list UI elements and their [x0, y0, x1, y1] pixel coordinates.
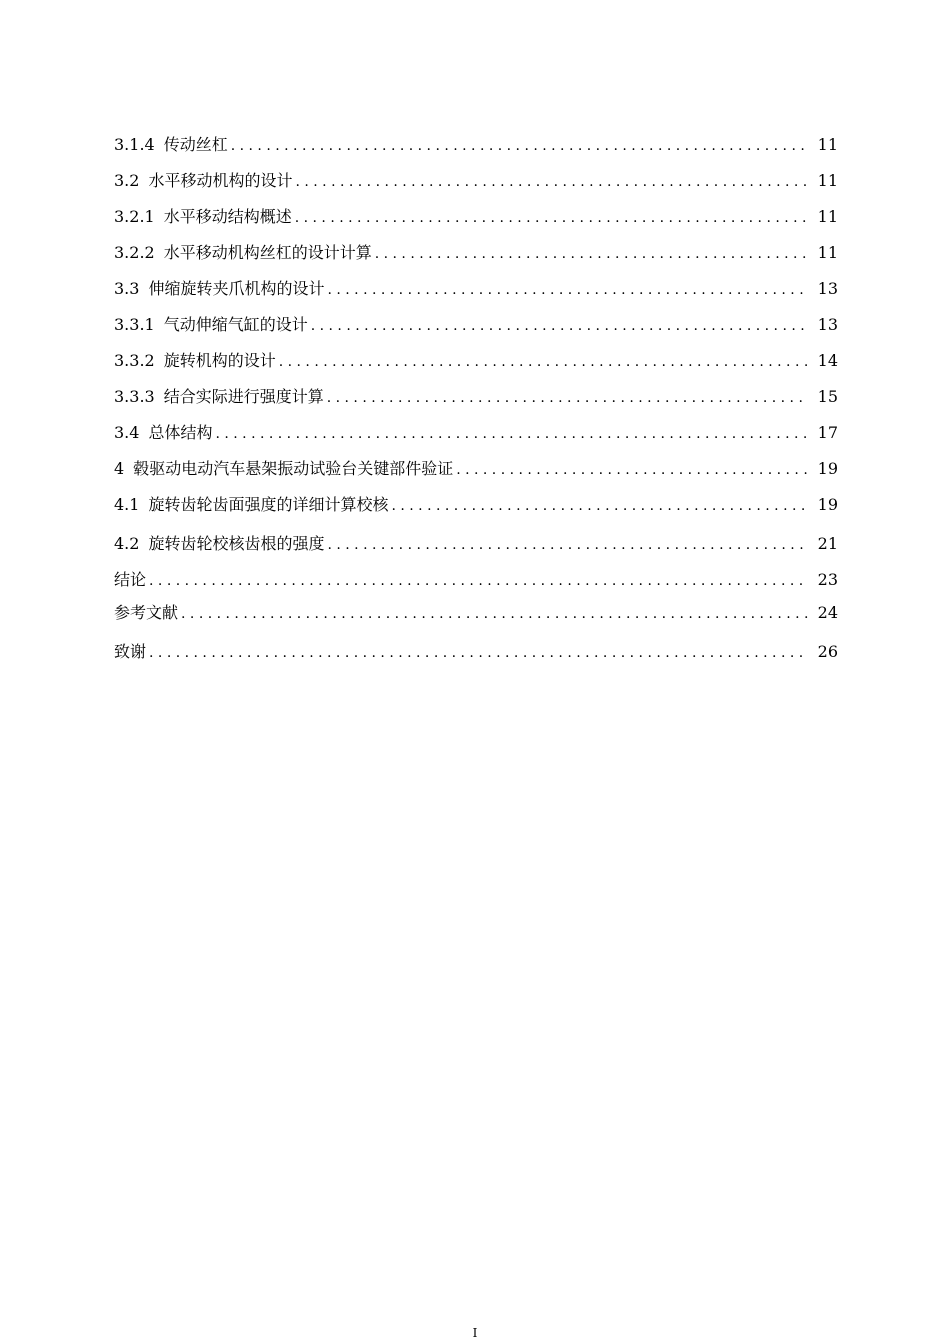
toc-entry-number: 4.1	[114, 495, 140, 514]
toc-entry-page: 26	[817, 642, 838, 661]
toc-entry-page: 19	[817, 459, 838, 478]
toc-entry-title: 气动伸缩气缸的设计	[163, 315, 308, 334]
toc-entry-page: 14	[817, 351, 838, 370]
toc-dot-leader	[391, 495, 807, 518]
toc-dot-leader	[456, 459, 807, 482]
toc-entry[interactable]	[114, 601, 838, 624]
toc-entry-title: 参考文献	[114, 603, 179, 622]
toc-dot-leader	[311, 315, 808, 338]
toc-entry-number: 3.3.3	[114, 387, 155, 406]
toc-entry[interactable]	[114, 532, 838, 555]
toc-entry[interactable]	[114, 421, 838, 444]
toc-dot-leader	[295, 171, 807, 194]
toc-entry[interactable]	[114, 493, 838, 516]
toc-dot-leader	[279, 351, 808, 374]
toc-entry-title: 水平移动机构的设计	[148, 171, 293, 190]
toc-entry-title: 伸缩旋转夹爪机构的设计	[148, 279, 325, 298]
toc-entry-page: 11	[817, 207, 838, 226]
toc-entry[interactable]	[114, 205, 838, 228]
toc-dot-leader	[149, 642, 808, 665]
toc-entry-title: 传动丝杠	[163, 135, 228, 154]
toc-entry[interactable]	[114, 349, 838, 372]
toc-entry-page: 23	[817, 570, 838, 589]
toc-dot-leader	[295, 207, 808, 230]
toc-entry-number: 3.3	[114, 279, 140, 298]
toc-dot-leader	[327, 279, 807, 302]
toc-entry-page: 13	[817, 279, 838, 298]
toc-entry-page: 19	[817, 495, 838, 514]
toc-entry[interactable]	[114, 457, 838, 480]
toc-entry-number: 3.2	[114, 171, 140, 190]
toc-entry[interactable]	[114, 241, 838, 264]
toc-entry-page: 11	[817, 171, 838, 190]
toc-entry-number: 3.4	[114, 423, 140, 442]
toc-entry[interactable]	[114, 133, 838, 156]
toc-entry-page: 21	[817, 534, 838, 553]
toc-entry-title: 水平移动机构丝杠的设计计算	[163, 243, 372, 262]
toc-entry-title: 毂驱动电动汽车悬架振动试验台关键部件验证	[133, 459, 454, 478]
toc-entry[interactable]	[114, 640, 838, 663]
toc-entry[interactable]	[114, 277, 838, 300]
toc-dot-leader	[375, 243, 808, 266]
toc-entry-page: 24	[817, 603, 838, 622]
toc-entry-number: 3.1.4	[114, 135, 155, 154]
toc-entry-page: 11	[817, 135, 838, 154]
toc-entry-number: 4.2	[114, 534, 140, 553]
toc-entry-title: 旋转齿轮齿面强度的详细计算校核	[148, 495, 389, 514]
toc-dot-leader	[327, 387, 808, 410]
toc-entry[interactable]	[114, 169, 838, 192]
toc-dot-leader	[149, 570, 808, 593]
toc-entry-number: 3.2.2	[114, 243, 155, 262]
toc-entry-page: 15	[817, 387, 838, 406]
toc-entry-title: 致谢	[114, 642, 147, 661]
toc-entry[interactable]	[114, 385, 838, 408]
toc-entry-title: 旋转齿轮校核齿根的强度	[148, 534, 325, 553]
toc-entry-title: 总体结构	[148, 423, 213, 442]
toc-dot-leader	[327, 534, 807, 557]
toc-entry[interactable]	[114, 313, 838, 336]
toc-entry-number: 3.2.1	[114, 207, 155, 226]
toc-entry[interactable]	[114, 568, 838, 591]
toc-entry-page: 17	[817, 423, 838, 442]
toc-entry-page: 13	[817, 315, 838, 334]
toc-dot-leader	[215, 423, 807, 446]
table-of-contents	[114, 133, 838, 663]
toc-entry-title: 结合实际进行强度计算	[163, 387, 324, 406]
toc-entry-title: 旋转机构的设计	[163, 351, 276, 370]
page-number: I	[472, 1326, 478, 1340]
toc-entry-title: 结论	[114, 570, 147, 589]
toc-entry-number: 3.3.1	[114, 315, 155, 334]
toc-dot-leader	[231, 135, 808, 158]
toc-dot-leader	[181, 603, 808, 626]
toc-entry-title: 水平移动结构概述	[163, 207, 292, 226]
toc-entry-number: 4	[114, 459, 125, 478]
toc-entry-number: 3.3.2	[114, 351, 155, 370]
toc-entry-page: 11	[817, 243, 838, 262]
